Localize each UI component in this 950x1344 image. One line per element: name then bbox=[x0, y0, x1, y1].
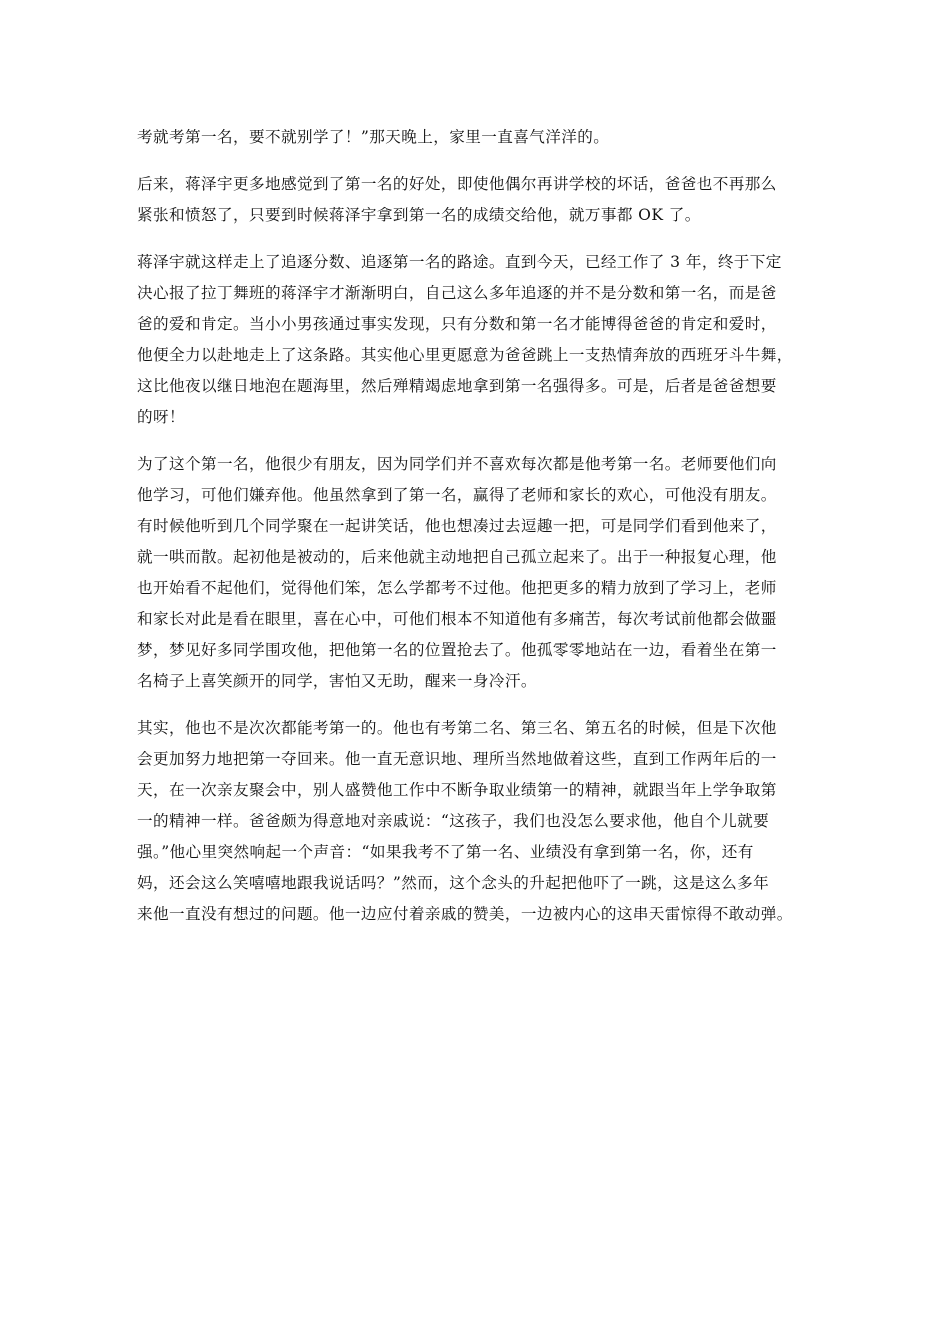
text-line: 紧张和愤怒了，只要到时候蒋泽宇拿到第一名的成绩交给他，就万事都 OK 了。 bbox=[137, 206, 701, 224]
text-line: 后来，蒋泽宇更多地感觉到了第一名的好处，即使他偶尔再讲学校的坏话，爸爸也不再那么 bbox=[137, 175, 777, 193]
text-line: 这比他夜以继日地泡在题海里，然后殚精竭虑地拿到第一名强得多。可是，后者是爸爸想要 bbox=[137, 377, 777, 395]
text-line: 强。”他心里突然响起一个声音：“如果我考不了第一名、业绩没有拿到第一名，你，还有 bbox=[137, 843, 754, 861]
text-line: 他便全力以赴地走上了这条路。其实他心里更愿意为爸爸跳上一支热情奔放的西班牙斗牛舞， bbox=[137, 346, 793, 364]
text-line: 蒋泽宇就这样走上了追逐分数、追逐第一名的路途。直到今天，已经工作了 3 年，终于下定 bbox=[137, 253, 782, 271]
text-line: 梦，梦见好多同学围攻他，把他第一名的位置抢去了。他孤零零地站在一边，看着坐在第一 bbox=[137, 641, 777, 659]
text-line: 也开始看不起他们，觉得他们笨，怎么学都考不过他。他把更多的精力放到了学习上，老师 bbox=[137, 579, 777, 597]
text-line: 有时候他听到几个同学聚在一起讲笑话，他也想凑过去逗趣一把，可是同学们看到他来了， bbox=[137, 517, 777, 535]
paragraph bbox=[137, 713, 827, 930]
text-line: 天，在一次亲友聚会中，别人盛赞他工作中不断争取业绩第一的精神，就跟当年上学争取第 bbox=[137, 781, 777, 799]
text-line: 的呀！ bbox=[137, 408, 185, 426]
text-line: 就一哄而散。起初他是被动的，后来他就主动地把自己孤立起来了。出于一种报复心理，他 bbox=[137, 548, 777, 566]
text-line: 考就考第一名，要不就别学了！”那天晚上，家里一直喜气洋洋的。 bbox=[137, 128, 610, 146]
paragraph bbox=[137, 169, 827, 231]
paragraph bbox=[137, 449, 827, 697]
text-line: 决心报了拉丁舞班的蒋泽宇才渐渐明白，自己这么多年追逐的并不是分数和第一名，而是爸 bbox=[137, 284, 777, 302]
paragraph bbox=[137, 122, 827, 153]
text-line: 其实，他也不是次次都能考第一的。他也有考第二名、第三名、第五名的时候，但是下次他 bbox=[137, 719, 777, 737]
text-line: 名椅子上喜笑颜开的同学，害怕又无助，醒来一身冷汗。 bbox=[137, 672, 537, 690]
document-body bbox=[137, 122, 827, 946]
paragraph bbox=[137, 247, 827, 433]
text-line: 和家长对此是看在眼里，喜在心中，可他们根本不知道他有多痛苦，每次考试前他都会做噩 bbox=[137, 610, 777, 628]
text-line: 一的精神一样。爸爸颇为得意地对亲戚说：“这孩子，我们也没怎么要求他，他自个儿就要 bbox=[137, 812, 770, 830]
text-line: 为了这个第一名，他很少有朋友，因为同学们并不喜欢每次都是他考第一名。老师要他们向 bbox=[137, 455, 777, 473]
text-line: 爸的爱和肯定。当小小男孩通过事实发现，只有分数和第一名才能博得爸爸的肯定和爱时， bbox=[137, 315, 777, 333]
text-line: 他学习，可他们嫌弃他。他虽然拿到了第一名，赢得了老师和家长的欢心，可他没有朋友。 bbox=[137, 486, 777, 504]
text-line: 来他一直没有想过的问题。他一边应付着亲戚的赞美，一边被内心的这串天雷惊得不敢动弹。 bbox=[137, 905, 793, 923]
text-line: 妈，还会这么笑嘻嘻地跟我说话吗？”然而，这个念头的升起把他吓了一跳，这是这么多年 bbox=[137, 874, 770, 892]
text-line: 会更加努力地把第一夺回来。他一直无意识地、理所当然地做着这些，直到工作两年后的一 bbox=[137, 750, 777, 768]
